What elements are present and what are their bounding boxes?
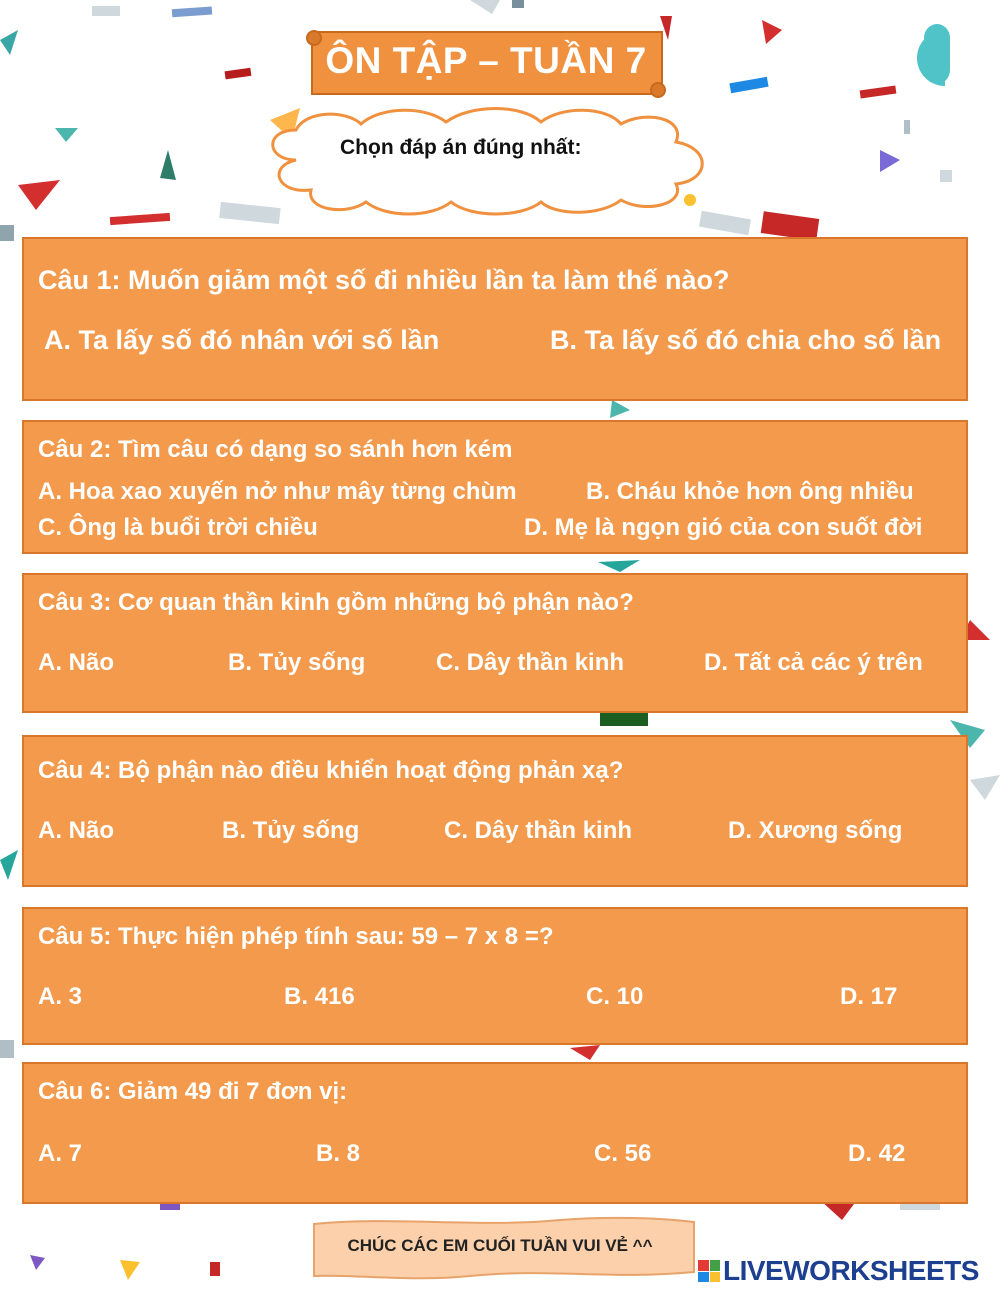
title-banner (306, 28, 666, 98)
question-3-box (22, 573, 968, 713)
question-3-option-a[interactable]: A. Não (38, 649, 115, 676)
question-1-option-b[interactable]: B. Ta lấy số đó chia cho số lần (550, 325, 942, 355)
question-2-option-d[interactable]: D. Mẹ là ngọn gió của con suốt đời (524, 514, 923, 541)
question-6-option-d[interactable]: D. 42 (848, 1140, 906, 1167)
footer-banner (310, 1214, 700, 1284)
question-6-option-c[interactable]: C. 56 (594, 1140, 652, 1167)
question-4-text: Câu 4: Bộ phận nào điều khiển hoạt động phản xạ? (38, 757, 624, 784)
page-title: ÔN TẬP – TUẦN 7 (325, 40, 647, 81)
instruction-cloud (256, 100, 718, 220)
question-3-text: Câu 3: Cơ quan thần kinh gồm những bộ phận nào? (38, 589, 634, 616)
question-1-option-a[interactable]: A. Ta lấy số đó nhân với số lần (44, 325, 440, 355)
question-5-option-b[interactable]: B. 416 (284, 983, 355, 1010)
question-5-option-a[interactable]: A. 3 (38, 983, 83, 1010)
question-6-text: Câu 6: Giảm 49 đi 7 đơn vị: (38, 1078, 348, 1105)
question-2-option-a[interactable]: A. Hoa xao xuyến nở như mây từng chùm (38, 478, 517, 505)
question-5-box (22, 907, 968, 1045)
question-4-option-d[interactable]: D. Xương sống (728, 817, 903, 844)
liveworksheets-brand (698, 1255, 979, 1287)
cloud-shape (256, 100, 718, 220)
question-4-option-b[interactable]: B. Tủy sống (222, 817, 360, 844)
footer-message: CHÚC CÁC EM CUỐI TUẦN VUI VẺ ^^ (347, 1236, 653, 1255)
question-5-option-d[interactable]: D. 17 (840, 983, 898, 1010)
question-6-option-b[interactable]: B. 8 (316, 1140, 361, 1167)
question-3-option-d[interactable]: D. Tất cả các ý trên (704, 649, 923, 676)
question-4-option-c[interactable]: C. Dây thần kinh (444, 817, 633, 844)
question-1-text: Câu 1: Muốn giảm một số đi nhiều lần ta làm thế nào? (38, 265, 730, 295)
question-2-option-c[interactable]: C. Ông là buổi trời chiều (38, 514, 318, 541)
liveworksheets-logo-icon (698, 1260, 720, 1282)
question-1-box (22, 237, 968, 401)
question-4-option-a[interactable]: A. Não (38, 817, 115, 844)
question-3-option-b[interactable]: B. Tủy sống (228, 649, 366, 676)
instruction-text: Chọn đáp án đúng nhất: (340, 136, 582, 159)
question-6-box (22, 1062, 968, 1204)
brand-name: LIVEWORKSHEETS (723, 1255, 979, 1286)
question-4-box (22, 735, 968, 887)
question-3-option-c[interactable]: C. Dây thần kinh (436, 649, 625, 676)
question-5-text: Câu 5: Thực hiện phép tính sau: 59 – 7 x 8 =? (38, 923, 554, 950)
question-6-option-a[interactable]: A. 7 (38, 1140, 83, 1167)
question-5-option-c[interactable]: C. 10 (586, 983, 644, 1010)
question-2-option-b[interactable]: B. Cháu khỏe hơn ông nhiều (586, 478, 914, 505)
question-2-box (22, 420, 968, 554)
question-2-text: Câu 2: Tìm câu có dạng so sánh hơn kém (38, 436, 513, 463)
